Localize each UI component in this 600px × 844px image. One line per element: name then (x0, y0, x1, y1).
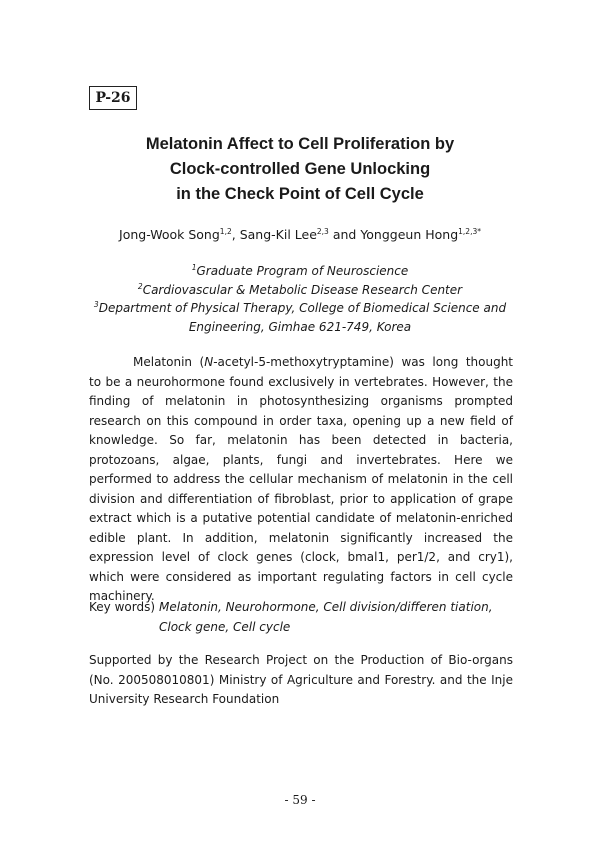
affiliation-mark: 1 (191, 263, 197, 272)
page-number: - 59 - (284, 793, 316, 807)
poster-id-box: P-26 (89, 86, 137, 110)
title-line: in the Check Point of Cell Cycle (176, 185, 424, 203)
keywords-values: Melatonin, Neurohormone, Cell division/differen tiation, Clock gene, Cell cycle (159, 600, 493, 634)
affiliation-mark: 2 (137, 281, 143, 291)
abstract-body: -acetyl-5-methoxytryptamine) was long thought to be a neurohormone found exclusively in vertebrates. However, the finding of melatonin in photosynthesizing organisms prompted research on this compound in order taxa, opening up a new field of knowledge. So far, melatonin has been detected in bacteria, protozoans, algae, plants, fungi and invertebrates. Here we performed to address the cellular mechanism of melatonin in the cell division and differentiation of fibroblast, prior to application of grape extract which is a putative potential candidate of melatonin-enriched edible plant. In addition, melatonin significantly increased the expression level of clock genes (clock, bmal1, per1/2, and cry1), which were considered as important regulating factors in cell cycle machinery. (89, 355, 514, 603)
affiliation-text: Graduate Program of Neuroscience (196, 264, 409, 278)
title-line: Clock-controlled Gene Unlocking (169, 160, 431, 178)
author-name: Sang-Kil Lee (239, 227, 317, 242)
affiliation-list (60, 262, 540, 336)
affiliation-text: Department of Physical Therapy, College of Biomedical Science and (98, 301, 507, 315)
affiliation-line (60, 262, 540, 281)
affiliation-line (60, 281, 540, 300)
abstract-paragraph (89, 353, 513, 607)
author-name: Jong-Wook Song (119, 227, 220, 242)
title-line: Melatonin Affect to Cell Proliferation by (145, 135, 455, 153)
author-list (60, 227, 540, 243)
author-separator: and (328, 227, 361, 242)
author-name: Yonggeun Hong (360, 227, 459, 242)
keywords-label: Key words) (89, 600, 155, 614)
affiliation-text: Engineering, Gimhae 621-749, Korea (188, 319, 412, 334)
abstract-intro: Melatonin ( (133, 355, 205, 369)
author-affiliation-mark: 2,3 (316, 227, 329, 236)
keywords-section (89, 598, 513, 637)
affiliation-text: Cardiovascular & Metabolic Disease Research Center (142, 282, 463, 297)
affiliation-line (60, 318, 540, 337)
author-affiliation-mark: 1,2,3* (458, 227, 481, 236)
funding-acknowledgement: Supported by the Research Project on the Production of Bio-organs (No. 200508010801) Ministry of Agriculture and Forestry. and the Inje University Research Foundation (89, 653, 513, 706)
affiliation-mark: 3 (93, 300, 99, 309)
author-separator: , (231, 227, 240, 242)
paper-title (60, 132, 540, 207)
abstract (89, 353, 513, 607)
author-affiliation-mark: 1,2 (219, 227, 232, 236)
affiliation-line (60, 299, 540, 318)
abstract-italic-n: N (204, 355, 214, 369)
